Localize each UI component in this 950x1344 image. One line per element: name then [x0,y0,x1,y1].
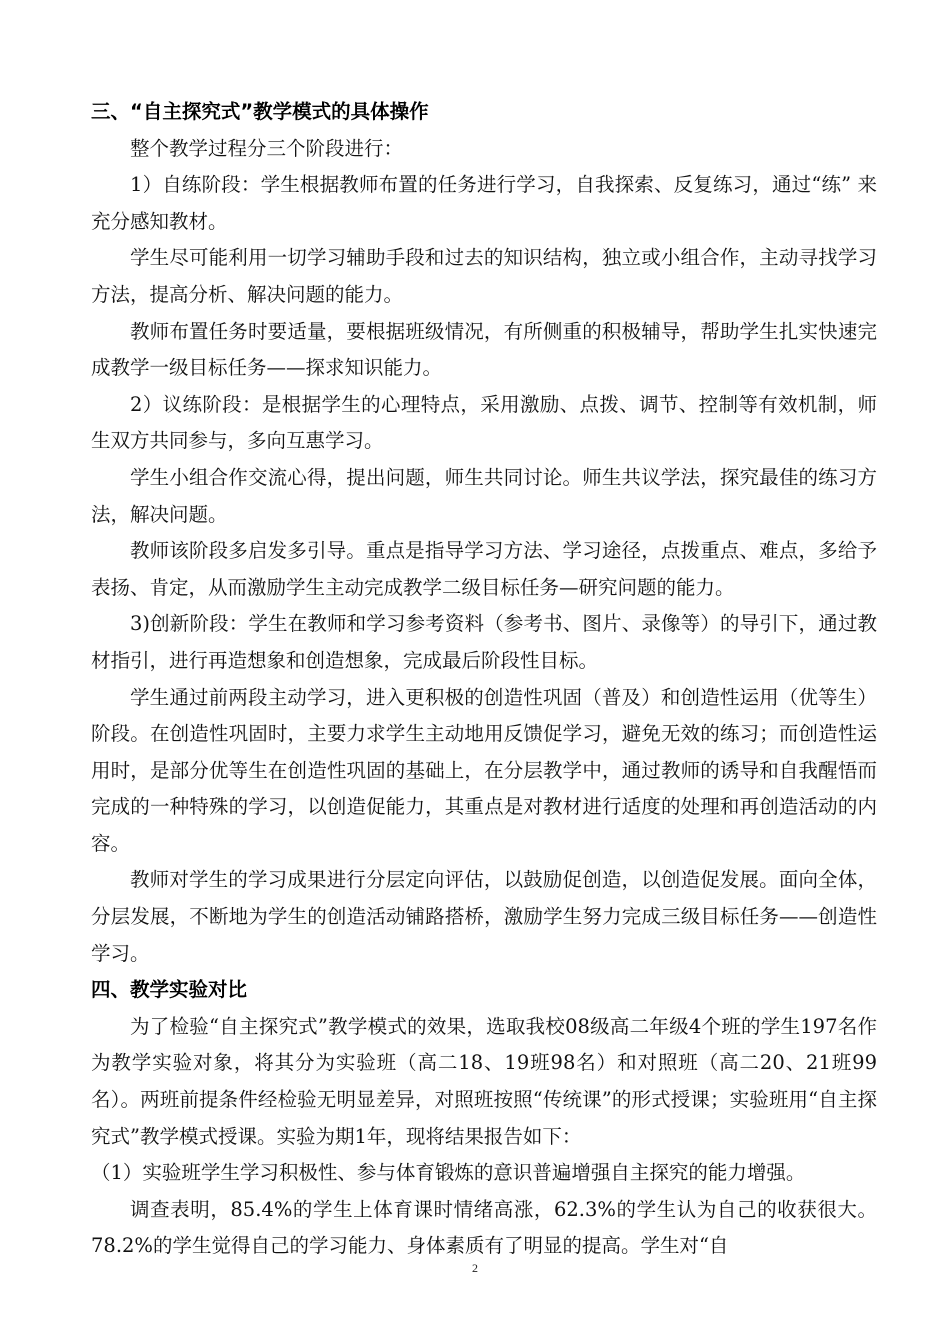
page-number: 2 [472,1261,478,1275]
paragraph-stage-2-students: 学生小组合作交流心得，提出问题，师生共同讨论。师生共议学法，探究最佳的练习方法，解决问题。 [91,465,877,526]
paragraph-result-item-1: （1）实验班学生学习积极性、参与体育锻炼的意识普遍增强自主探究的能力增强。 [91,1161,806,1185]
section-4-heading: 四、教学实验对比 [91,978,248,1002]
paragraph-stage-3-teacher: 教师对学生的学习成果进行分层定向评估，以鼓励促创造，以创造促发展。面向全体，分层发展，不断地为学生的创造活动铺路搭桥，激励学生努力完成三级目标任务——创造性学习。 [91,868,877,965]
paragraph-experiment-intro: 为了检验“自主探究式”教学模式的效果，选取我校08级高二年级4个班的学生197名作为教学实验对象，将其分为实验班（高二18、19班98名）和对照班（高二20、21班99名）。两班前提条件经检验无明显差异，对照班按照“传统课”的形式授课；实验班用“自主探究式”教学模式授课。实验为期1年，现将结果报告如下： [91,1014,877,1148]
paragraph-overview: 整个教学过程分三个阶段进行： [130,136,404,160]
page-body [91,94,877,1265]
paragraph-stage-1-teacher: 教师布置任务时要适量，要根据班级情况，有所侧重的积极辅导，帮助学生扎实快速完成教学一级目标任务——探求知识能力。 [91,319,877,380]
paragraph-stage-2-teacher: 教师该阶段多启发多引导。重点是指导学习方法、学习途径，点拨重点、难点，多给予表扬、肯定，从而激励学生主动完成教学二级目标任务—研究问题的能力。 [91,539,877,599]
paragraph-survey: 调查表明，85.4%的学生上体育课时情绪高涨，62.3%的学生认为自己的收获很大。78.2%的学生觉得自己的学习能力、身体素质有了明显的提高。学生对“自 [91,1197,877,1258]
paragraph-stage-2: 2）议练阶段：是根据学生的心理特点，采用激励、点拨、调节、控制等有效机制，师生双方共同参与，多向互惠学习。 [91,392,877,453]
paragraph-stage-3: 3)创新阶段：学生在教师和学习参考资料（参考书、图片、录像等）的导引下，通过教材指引，进行再造想象和创造想象，完成最后阶段性目标。 [91,612,877,672]
paragraph-stage-1: 1）自练阶段：学生根据教师布置的任务进行学习，自我探索、反复练习，通过“练” 来充分感知教材。 [91,173,877,233]
section-3-heading: 三、“自主探究式”教学模式的具体操作 [91,100,429,123]
paragraph-stage-1-students: 学生尽可能利用一切学习辅助手段和过去的知识结构，独立或小组合作，主动寻找学习方法，提高分析、解决问题的能力。 [91,246,877,306]
paragraph-stage-3-students: 学生通过前两段主动学习，进入更积极的创造性巩固（普及）和创造性运用（优等生）阶段。在创造性巩固时，主要力求学生主动地用反馈促学习，避免无效的练习；而创造性运用时，是部分优等生在创造性巩固的基础上，在分层教学中，通过教师的诱导和自我醒悟而完成的一种特殊的学习，以创造促能力，其重点是对教材进行适度的处理和再创造活动的内容。 [91,685,877,855]
